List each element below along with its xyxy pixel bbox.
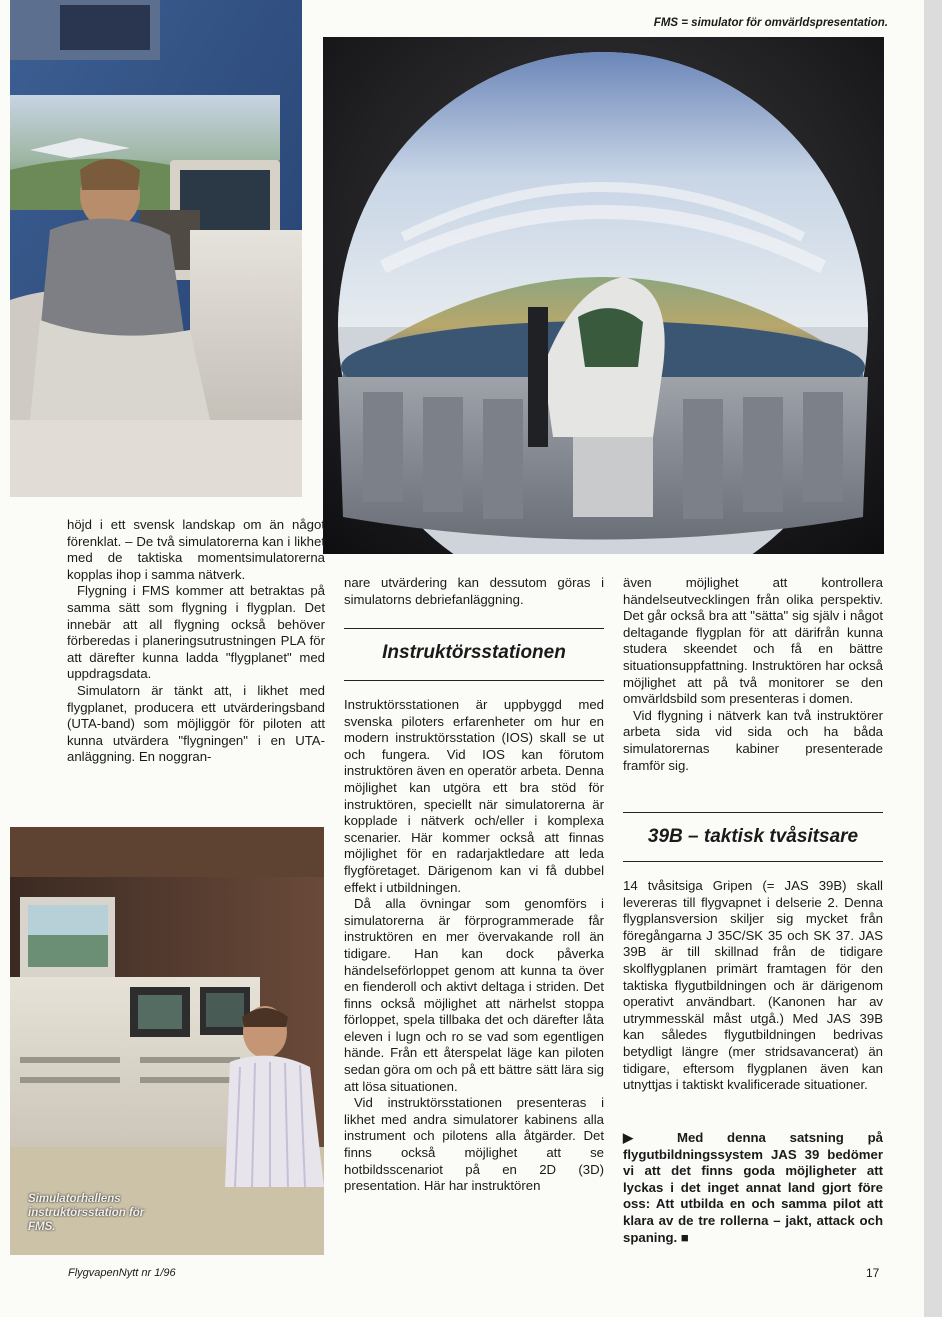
instructor-station-photo	[10, 827, 324, 1255]
paragraph: Simulatorn är tänkt att, i likhet med flygplanet, producera ett utvärderingsband (UTA-band) som möjliggör för piloten att kunna utvärdera "flygningen" i en UTA-anläggning. En noggran-	[67, 682, 325, 765]
simulator-photo	[10, 0, 302, 497]
paragraph: nare utvärdering kan dessutom göras i simulatorns debriefanläggning.	[344, 575, 604, 607]
paragraph: 14 tvåsitsiga Gripen (= JAS 39B) skall levereras till flygvapnet i delserie 2. Denna flygplansversion skiljer sig mycket från föregångarna J 35C/SK 35 och SK 37. JAS 39B är till skillnad från de tidigare skolflygplanen primärt framtagen för den taktiska flygutbildningen och är därigenom operativt användbart. (Kanonen har av utrymmesskäl måst utgå.) Med JAS 39B kan således flygutbildningen bedrivas betydligt längre (mer stridsavancerat) än tidigare, eftersom flygplanen även kan utnyttjas i taktiskt kvalificerade situationer.	[623, 878, 883, 1093]
paragraph: Då alla övningar som genomförs i simulatorerna är förprogrammerade får instruktören en mer övervakande roll än tidigare. Han kan dock påverka händelseförloppet genom att kunna ta över en fienderoll och aktivt deltaga i striden. Det finns också möjlighet att närhelst stoppa förloppet, spela tillbaka det och därefter låta eleven i lugn och ro se vad som egentligen hände. Från ett återspelat läge kan piloten sedan göra om och på ett bättre sätt lära sig att lösa situationen.	[344, 896, 604, 1094]
paragraph: Flygning i FMS kommer att betraktas på samma sätt som flygning i flygplan. Det innebär att all flygning också behöver förberedas i planeringsutrustningen PLA för att därefter kunna ladda "flygplanet" med uppdragsdata.	[67, 583, 325, 682]
arrow-icon: ▶	[623, 1130, 654, 1145]
heading-rule-top	[623, 812, 883, 813]
column-3-text	[623, 575, 883, 774]
paragraph: Vid flygning i nätverk kan två instruktörer arbeta sida vid sida och ha båda simulatorernas kabiner presenterade framför sig.	[623, 707, 883, 773]
section-heading-instruktorsstationen: Instruktörsstationen	[382, 642, 566, 663]
heading-rule-top	[344, 628, 604, 629]
column-2-text	[344, 697, 604, 1195]
page-number: 17	[866, 1266, 880, 1280]
conclusion-paragraph	[623, 1130, 883, 1246]
end-square-icon: ■	[680, 1229, 689, 1245]
dome-simulator-photo	[323, 37, 884, 554]
paragraph: även möjlighet att kontrollera händelseutvecklingen från olika perspektiv. Det går också bra att "sätta" sig själv i något deltagande flygplan för att därifrån kunna studera skeendet och få en bättre situationsuppfattning. Instruktören har också möjlighet att på två monitorer se den omvärldsbild som presenteras i domen.	[623, 575, 883, 707]
conclusion-text: Med denna satsning på flygutbildningssystem JAS 39 bedömer vi att det finns goda möjligheter att lyckas i det inget annat land gjort före oss: Att utbilda en och samma pilot att klara av de tre rollerna – jakt, attack och spaning.	[623, 1130, 883, 1245]
paragraph: Instruktörsstationen är uppbyggd med svenska piloters erfarenheter om hur en modern instruktörsstation (IOS) skall se ut och fungera. Vid IOS kan förutom instruktören även en operatör arbeta. Denna möjlighet kan utgöra ett bra stöd för instruktören, speciellt när simulatorerna är kopplade i nätverk och/eller i komplexa scenarier. Här kommer också att finnas möjlighet för en radarjaktledare att leda flygföretaget. Därigenom kan vi få dubbel effekt i utbildningen.	[344, 697, 604, 895]
photo-caption: Simulatorhallens instruktörsstation för FMS.	[28, 1193, 145, 1233]
column-1-text	[67, 517, 325, 766]
heading-rule-bottom	[623, 861, 883, 862]
column-2-intro	[344, 575, 604, 608]
page-edge	[924, 0, 942, 1317]
column-3-text-2	[623, 878, 883, 1094]
paragraph: Vid instruktörsstationen presenteras i likhet med andra simulatorer kabinens alla instrument och pilotens alla åtgärder. Det finns också möjlighet att se hotbildsscenariot på en 2D (3D) presentation. Här har instruktören	[344, 1095, 604, 1194]
header-caption: FMS = simulator för omvärldspresentation.	[653, 17, 888, 29]
heading-rule-bottom	[344, 680, 604, 681]
paragraph: höjd i ett svensk landskap om än något förenklat. – De två simulatorerna kan i likhet med de taktiska momentsimulatorerna kopplas ihop i samma nätverk.	[67, 517, 325, 582]
section-heading-39b: 39B – taktisk tvåsitsare	[647, 826, 859, 847]
footer-publication: FlygvapenNytt nr 1/96	[68, 1267, 176, 1279]
